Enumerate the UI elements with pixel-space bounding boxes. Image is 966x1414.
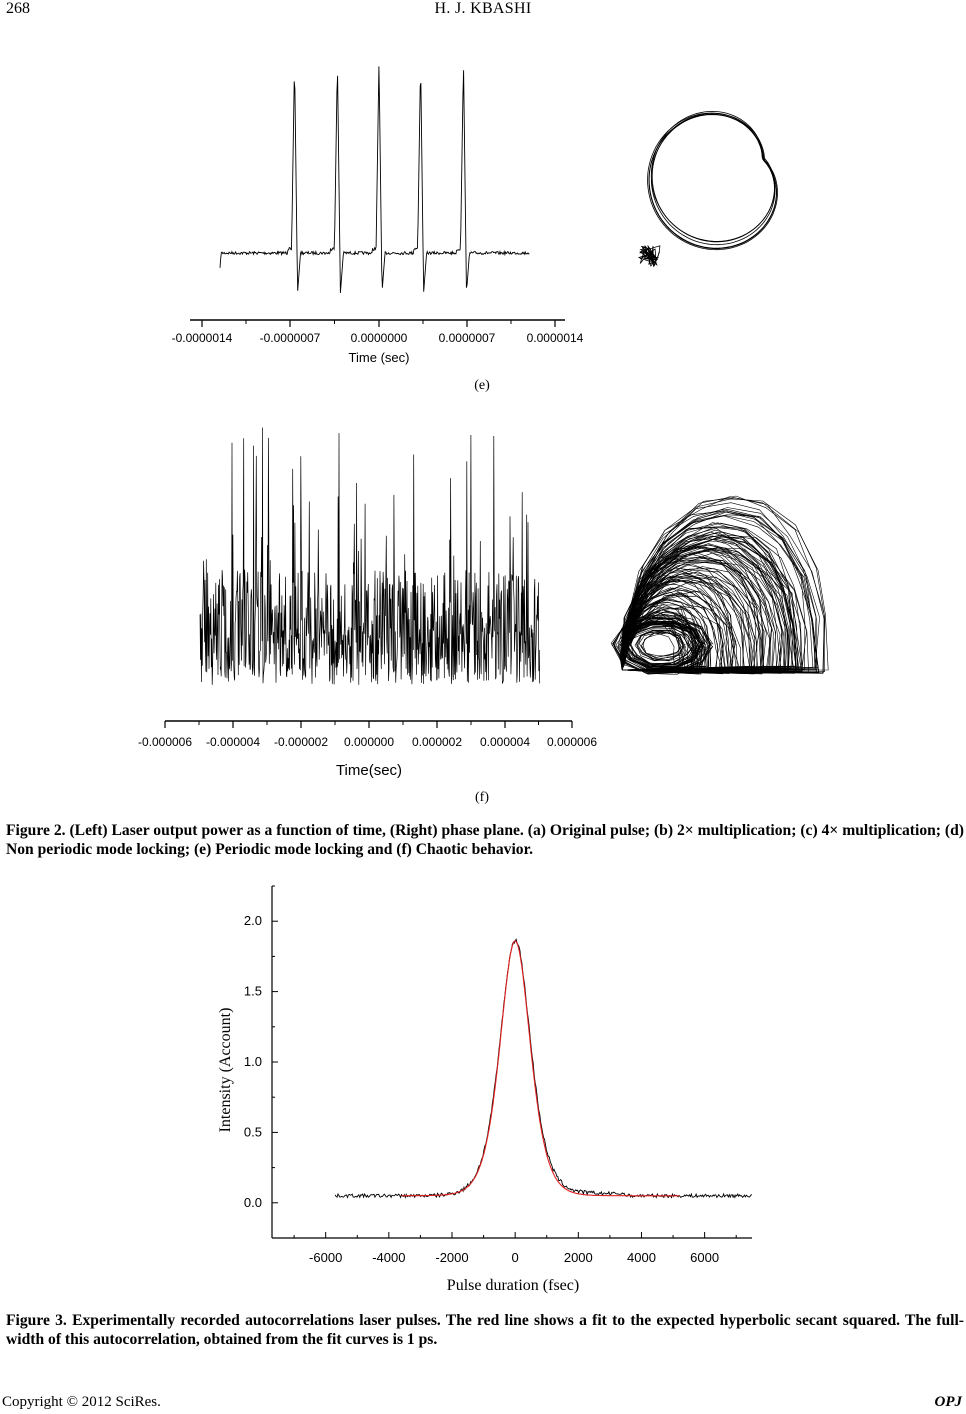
subfigure-label-e: (e)	[474, 378, 490, 393]
journal-footer: OPJ	[934, 1394, 962, 1410]
x-axis-title: Time(sec)	[335, 762, 403, 779]
figure-f-phase-plane	[600, 480, 840, 680]
x-tick-label: -0.000006	[137, 735, 193, 749]
x-tick-label: 0.000000	[343, 735, 395, 749]
x-tick-label: 0.000002	[411, 735, 463, 749]
measured-autocorrelation-line	[335, 939, 752, 1197]
x-axis-title: Time (sec)	[348, 350, 410, 365]
pulse-train-trace	[220, 66, 529, 293]
chaotic-trace	[200, 428, 540, 685]
y-tick-label: 1.0	[243, 1054, 262, 1069]
x-tick-label: 0	[511, 1250, 519, 1265]
y-tick-label: 0.0	[243, 1194, 262, 1210]
phase-loop-path	[651, 115, 775, 245]
y-axis-title: Intensity (Account)	[217, 1007, 234, 1133]
phase-loop-path	[652, 113, 774, 242]
x-tick-label: 0.000006	[546, 735, 598, 749]
figure-f-time-series	[120, 415, 620, 785]
figure3-autocorrelation-chart	[200, 880, 770, 1300]
y-tick-label: 1.5	[243, 983, 262, 999]
figure3-caption: Figure 3. Experimentally recorded autocorrelations laser pulses. The red line shows a fit to the expected hyperbolic secant squared. The full-width of this autocorrelation, obtained from the fit curves is 1 ps.	[6, 1312, 964, 1348]
x-tick-label: -6000	[309, 1250, 343, 1265]
x-tick-label: 0.0000000	[350, 331, 408, 345]
figure2-caption: Figure 2. (Left) Laser output power as a function of time, (Right) phase plane. (a) Original pulse; (b) 2× multiplication; (c) 4× multiplication; (d) Non periodic mode locking; (e) Periodic mode locking and (f) Chaotic behavior.	[6, 822, 964, 858]
x-tick-label: -0.000004	[205, 735, 261, 749]
x-tick-label: 0.0000007	[438, 331, 496, 345]
x-tick-label: 2000	[563, 1250, 593, 1265]
sech2-fit-line	[402, 941, 680, 1196]
x-tick-label: -0.0000007	[259, 331, 321, 345]
copyright-footer: Copyright © 2012 SciRes.	[2, 1394, 161, 1410]
page-number: 268	[6, 0, 30, 17]
figure-e-phase-plane	[620, 90, 820, 280]
x-tick-label: -2000	[435, 1250, 469, 1265]
x-tick-label: 6000	[690, 1250, 720, 1265]
x-tick-label: 4000	[627, 1250, 656, 1265]
y-tick-label: 0.5	[243, 1124, 262, 1140]
x-axis-title: Pulse duration (fsec)	[446, 1277, 580, 1294]
phase-inner-loop-path	[641, 633, 684, 657]
subfigure-label-f: (f)	[475, 790, 489, 805]
running-head: H. J. KBASHI	[434, 0, 532, 17]
x-tick-label: -0.000002	[273, 735, 329, 749]
x-tick-label: -4000	[372, 1250, 406, 1265]
figure-e-time-series	[150, 40, 610, 370]
x-tick-label: -0.0000014	[171, 331, 233, 345]
phase-loop-path	[648, 113, 778, 250]
x-tick-label: 0.0000014	[526, 331, 584, 345]
phase-cluster-path	[639, 246, 660, 267]
y-tick-label: 2.0	[243, 913, 262, 929]
x-tick-label: 0.000004	[479, 735, 531, 749]
